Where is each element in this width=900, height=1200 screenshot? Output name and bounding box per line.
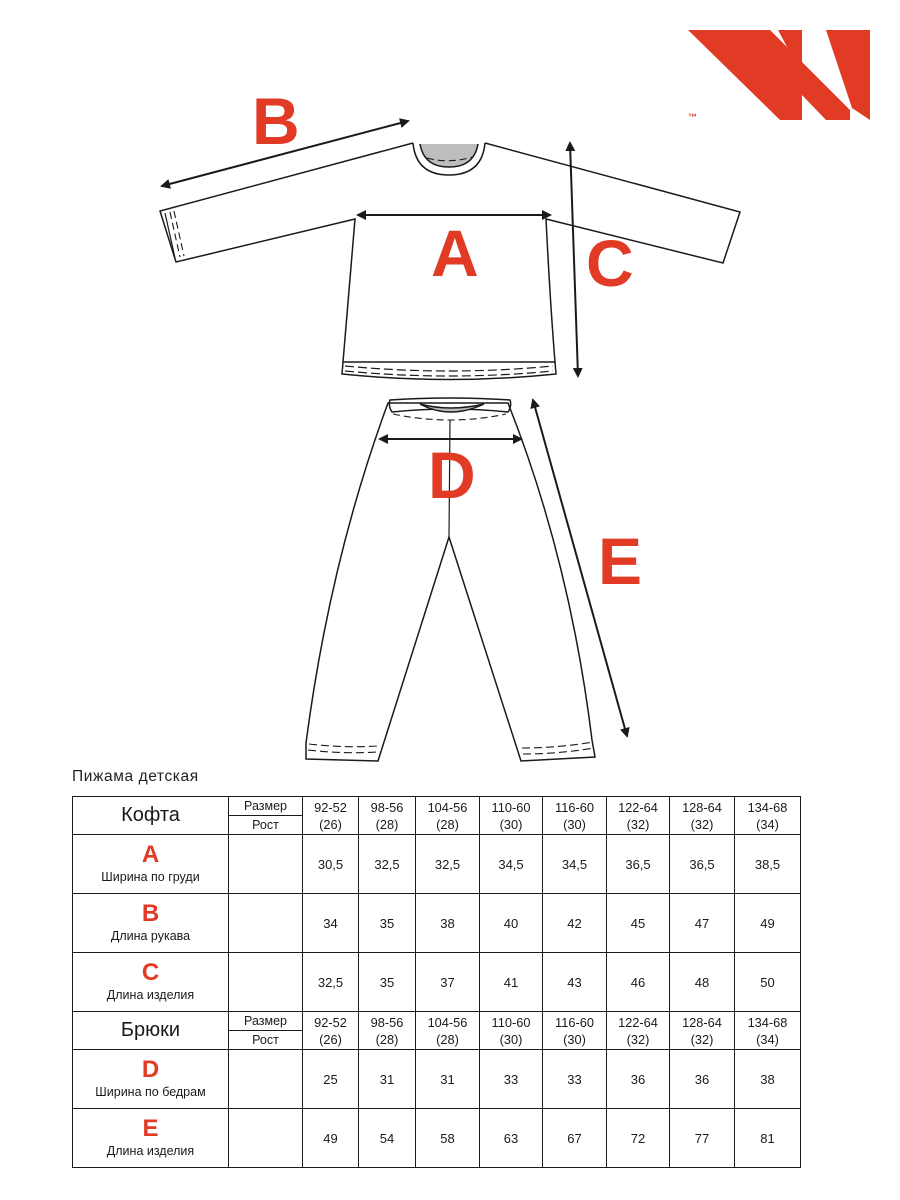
size-value: 110-60 <box>491 799 531 815</box>
trademark-symbol: ™ <box>688 112 697 122</box>
height-value: (34) <box>756 1031 779 1047</box>
measurement-value: 38 <box>416 894 480 953</box>
measurement-value: 35 <box>359 894 416 953</box>
height-value: (34) <box>756 816 779 832</box>
size-value: 122-64 <box>618 799 658 815</box>
size-column-header <box>607 797 670 835</box>
brand-logo <box>688 30 870 120</box>
measurement-name: Длина изделия <box>106 988 195 1002</box>
height-row-label: Рост <box>229 816 303 835</box>
measurement-value: 67 <box>543 1109 607 1168</box>
measurement-value: 33 <box>543 1050 607 1109</box>
measurement-letter: C <box>141 959 160 986</box>
measurement-value: 81 <box>735 1109 801 1168</box>
label-e: E <box>598 524 643 598</box>
size-column-header <box>480 797 543 835</box>
size-row-label: Размер <box>229 1012 303 1031</box>
size-column-header <box>543 797 607 835</box>
height-value: (32) <box>690 1031 714 1047</box>
measurement-value: 50 <box>735 953 801 1012</box>
measurement-value: 38 <box>735 1050 801 1109</box>
measurement-value: 54 <box>359 1109 416 1168</box>
measurement-letter: A <box>141 841 160 868</box>
measurement-value: 37 <box>416 953 480 1012</box>
measurement-name: Ширина по бедрам <box>95 1085 206 1099</box>
empty-cell <box>229 1109 303 1168</box>
measurement-value: 77 <box>670 1109 735 1168</box>
empty-cell <box>229 835 303 894</box>
measurement-label-cell <box>73 835 229 894</box>
measurement-value: 35 <box>359 953 416 1012</box>
height-value: (28) <box>436 816 459 832</box>
size-column-header <box>670 1012 735 1050</box>
size-value: 116-60 <box>555 1014 594 1030</box>
document-title: Пижама детская <box>72 768 199 785</box>
size-column-header <box>416 1012 480 1050</box>
size-column-header <box>303 797 359 835</box>
size-value: 104-56 <box>427 799 468 815</box>
height-row-label: Рост <box>229 1031 303 1050</box>
measurement-row <box>73 894 801 953</box>
height-value: (26) <box>319 1031 342 1047</box>
measurement-value: 41 <box>480 953 543 1012</box>
measurement-letter: B <box>141 900 160 927</box>
measurement-name: Длина изделия <box>106 1144 195 1158</box>
size-value: 128-64 <box>682 1014 722 1030</box>
size-column-header <box>670 797 735 835</box>
measurement-row <box>73 835 801 894</box>
height-value: (32) <box>690 816 714 832</box>
measurement-label-cell <box>73 1109 229 1168</box>
measurement-value: 49 <box>735 894 801 953</box>
size-column-header <box>607 1012 670 1050</box>
size-column-header <box>359 1012 416 1050</box>
size-value: 116-60 <box>555 799 594 815</box>
measurement-value: 25 <box>303 1050 359 1109</box>
empty-cell <box>229 894 303 953</box>
measurement-row <box>73 953 801 1012</box>
height-value: (28) <box>375 816 399 832</box>
measurement-label-cell <box>73 1050 229 1109</box>
size-column-header <box>416 797 480 835</box>
size-value: 134-68 <box>747 1014 788 1030</box>
height-value: (30) <box>499 1031 523 1047</box>
measurement-value: 48 <box>670 953 735 1012</box>
size-header-row <box>73 797 801 816</box>
measurement-value: 36 <box>607 1050 670 1109</box>
measurement-value: 36,5 <box>607 835 670 894</box>
height-value: (30) <box>563 816 586 832</box>
size-value: 110-60 <box>491 1014 531 1030</box>
section-title: Брюки <box>73 1012 229 1050</box>
section-title: Кофта <box>73 797 229 835</box>
measurement-label-cell <box>73 894 229 953</box>
size-chart-table <box>72 796 801 1168</box>
measurement-value: 58 <box>416 1109 480 1168</box>
measurement-value: 31 <box>416 1050 480 1109</box>
size-column-header <box>735 797 801 835</box>
size-row-label: Размер <box>229 797 303 816</box>
measurement-value: 34,5 <box>480 835 543 894</box>
label-a: A <box>431 216 479 290</box>
label-b: B <box>252 84 300 158</box>
measurement-value: 36 <box>670 1050 735 1109</box>
size-column-header <box>303 1012 359 1050</box>
measurement-value: 49 <box>303 1109 359 1168</box>
measurement-letter: E <box>142 1115 159 1142</box>
empty-cell <box>229 953 303 1012</box>
height-value: (32) <box>626 1031 650 1047</box>
measurement-value: 36,5 <box>670 835 735 894</box>
label-d: D <box>428 438 476 512</box>
measurement-value: 31 <box>359 1050 416 1109</box>
size-column-header <box>735 1012 801 1050</box>
size-value: 134-68 <box>747 799 788 815</box>
empty-cell <box>229 1050 303 1109</box>
measurement-value: 33 <box>480 1050 543 1109</box>
label-c: C <box>586 226 634 300</box>
measurement-row <box>73 1050 801 1109</box>
measurement-value: 46 <box>607 953 670 1012</box>
size-value: 92-52 <box>314 799 347 815</box>
size-column-header <box>543 1012 607 1050</box>
size-column-header <box>480 1012 543 1050</box>
measurement-value: 43 <box>543 953 607 1012</box>
measurement-value: 34 <box>303 894 359 953</box>
measurement-value: 47 <box>670 894 735 953</box>
height-value: (32) <box>626 816 650 832</box>
size-value: 104-56 <box>427 1014 468 1030</box>
size-header-row <box>73 1012 801 1031</box>
measurement-value: 42 <box>543 894 607 953</box>
measurement-name: Ширина по груди <box>101 870 200 884</box>
size-value: 98-56 <box>370 1014 404 1030</box>
measurement-value: 40 <box>480 894 543 953</box>
size-value: 98-56 <box>370 799 404 815</box>
size-value: 122-64 <box>618 1014 658 1030</box>
measurement-value: 45 <box>607 894 670 953</box>
height-value: (30) <box>499 816 523 832</box>
height-value: (28) <box>375 1031 399 1047</box>
size-value: 128-64 <box>682 799 722 815</box>
measurement-value: 63 <box>480 1109 543 1168</box>
measurement-value: 38,5 <box>735 835 801 894</box>
measurement-value: 32,5 <box>303 953 359 1012</box>
measurement-row <box>73 1109 801 1168</box>
measurement-value: 34,5 <box>543 835 607 894</box>
measurement-name: Длина рукава <box>110 929 191 943</box>
measurement-value: 72 <box>607 1109 670 1168</box>
height-value: (28) <box>436 1031 459 1047</box>
size-value: 92-52 <box>314 1014 347 1030</box>
size-column-header <box>359 797 416 835</box>
measurement-value: 32,5 <box>416 835 480 894</box>
measurement-label-cell <box>73 953 229 1012</box>
measurement-letter: D <box>141 1056 160 1083</box>
height-value: (26) <box>319 816 342 832</box>
measurement-value: 30,5 <box>303 835 359 894</box>
measurement-value: 32,5 <box>359 835 416 894</box>
height-value: (30) <box>563 1031 586 1047</box>
